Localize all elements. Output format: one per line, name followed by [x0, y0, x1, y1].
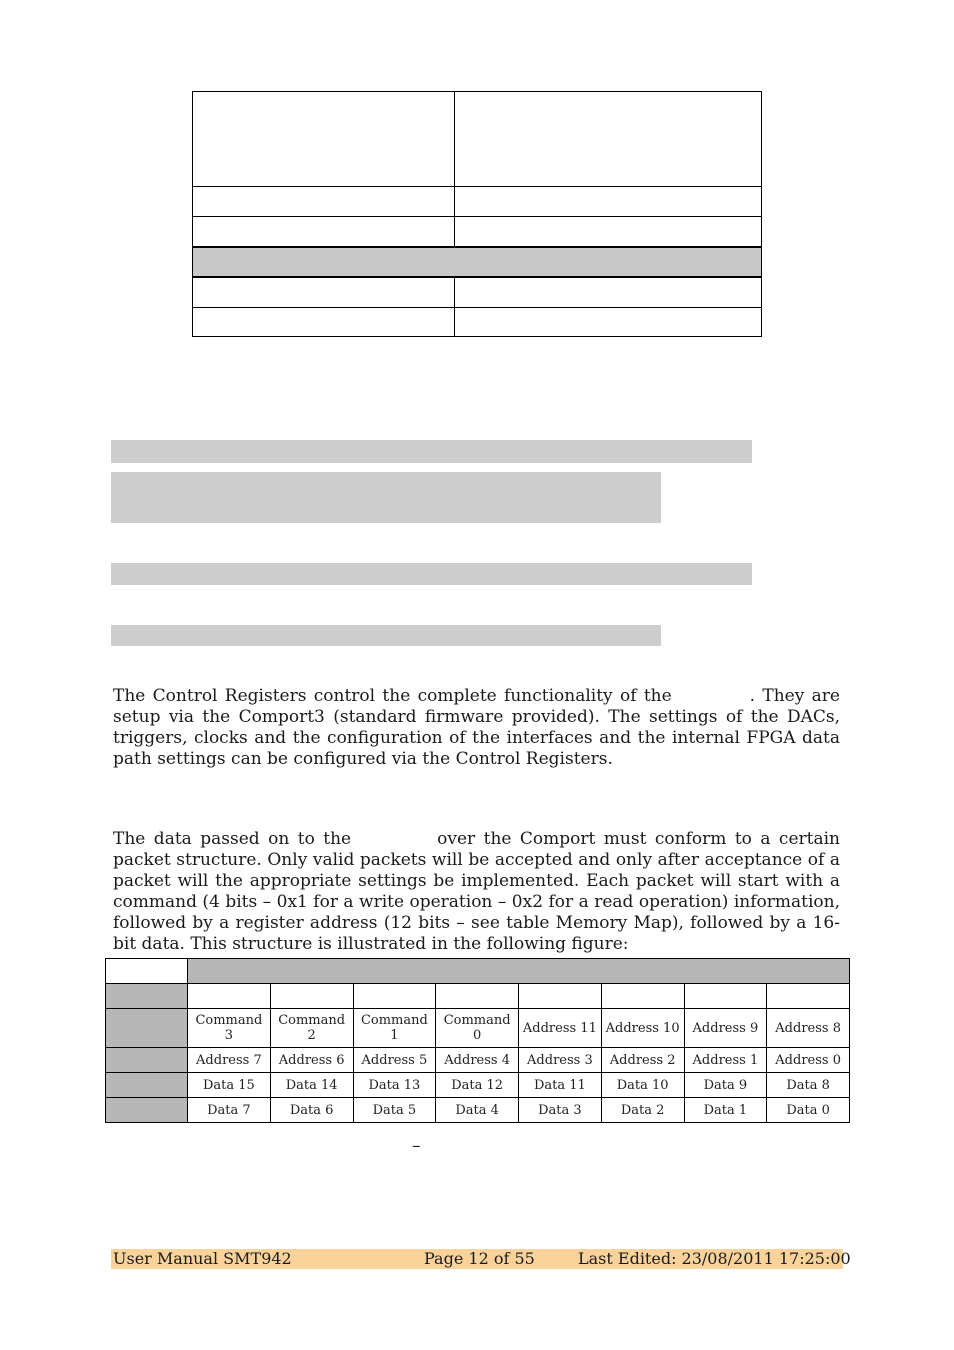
bit-cell: Data 7 — [188, 1098, 271, 1123]
heading-bar — [111, 563, 752, 585]
table-cell — [193, 92, 455, 187]
paragraph-text: over the Comport must conform to a certain packet structure. Only valid packets will be accepted and only after acceptance of a packet will the appropriate settings be implemented. Each packet will start with a command (4 bits – 0x1 for a write operation – 0x2 for a read operation) information, followed by a register address (12 bits – see table Memory Map), followed by a 16-bit data. This structure is illustrated in the following figure: — [113, 829, 840, 954]
row-label-cell — [106, 984, 188, 1009]
table-cell — [193, 307, 455, 336]
bit-cell: Address 3 — [519, 1048, 602, 1073]
bit-header-cell — [601, 984, 684, 1009]
bit-cell: Command 2 — [270, 1009, 353, 1048]
bit-cell: Data 14 — [270, 1073, 353, 1098]
bit-cell: Data 9 — [684, 1073, 767, 1098]
table-cell — [193, 277, 455, 307]
table-cell — [455, 92, 762, 187]
bit-cell: Data 12 — [436, 1073, 519, 1098]
paragraph-text: The data passed on to the — [113, 829, 352, 849]
bit-cell: Data 8 — [767, 1073, 850, 1098]
top-table — [192, 91, 762, 337]
footer-last-edited: Last Edited: 23/08/2011 17:25:00 — [578, 1249, 851, 1268]
bit-cell: Data 1 — [684, 1098, 767, 1123]
bit-cell: Data 5 — [353, 1098, 436, 1123]
table-cell — [455, 186, 762, 216]
bit-cell: Data 4 — [436, 1098, 519, 1123]
packet-structure-paragraph — [113, 829, 840, 955]
bit-header-cell — [767, 984, 850, 1009]
footer-title: User Manual SMT942 — [113, 1249, 292, 1268]
paragraph-text: The Control Registers control the complete functionality of the — [113, 686, 672, 706]
bit-cell: Data 11 — [519, 1073, 602, 1098]
row-label-cell — [106, 1073, 188, 1098]
bit-cell: Data 0 — [767, 1098, 850, 1123]
bit-cell: Data 15 — [188, 1073, 271, 1098]
table-cell — [455, 217, 762, 248]
bit-header-cell — [519, 984, 602, 1009]
table-group-row — [193, 247, 762, 277]
bit-cell: Command 1 — [353, 1009, 436, 1048]
bit-cell: Address 2 — [601, 1048, 684, 1073]
bit-cell: Address 10 — [601, 1009, 684, 1048]
bit-cell: Command 3 — [188, 1009, 271, 1048]
bit-cell: Address 9 — [684, 1009, 767, 1048]
heading-bar — [111, 625, 661, 646]
bit-cell: Data 2 — [601, 1098, 684, 1123]
bit-cell: Address 1 — [684, 1048, 767, 1073]
bit-cell: Address 6 — [270, 1048, 353, 1073]
packet-structure-table — [105, 958, 850, 1123]
bit-cell: Data 6 — [270, 1098, 353, 1123]
bit-cell: Data 10 — [601, 1073, 684, 1098]
table-cell — [193, 186, 455, 216]
footer-page-number: Page 12 of 55 — [424, 1249, 535, 1268]
bit-cell: Data 3 — [519, 1098, 602, 1123]
bit-cell: Address 0 — [767, 1048, 850, 1073]
row-label-cell — [106, 1098, 188, 1123]
heading-bar — [111, 440, 752, 463]
table-corner-cell — [106, 959, 188, 984]
bit-header-cell — [436, 984, 519, 1009]
page-footer — [111, 1249, 851, 1269]
paragraph-text: . They are setup via the Comport3 (standard firmware provided). The settings of the DACs, triggers, clocks and the configuration of the interfaces and the internal FPGA data path settings can be configured via the Control Registers. — [113, 686, 840, 769]
heading-bar — [111, 472, 661, 523]
figure-caption-dash: – — [412, 1136, 421, 1156]
bit-header-cell — [270, 984, 353, 1009]
row-label-cell — [106, 1048, 188, 1073]
bit-header-cell — [353, 984, 436, 1009]
table-cell — [193, 217, 455, 248]
bit-header-cell — [188, 984, 271, 1009]
table-cell — [455, 277, 762, 307]
bit-cell: Address 4 — [436, 1048, 519, 1073]
row-label-cell — [106, 1009, 188, 1048]
bit-header-cell — [684, 984, 767, 1009]
bit-cell: Address 7 — [188, 1048, 271, 1073]
control-registers-paragraph — [113, 686, 840, 770]
bit-cell: Address 5 — [353, 1048, 436, 1073]
table-cell — [455, 307, 762, 336]
table-header-bar — [188, 959, 850, 984]
bit-cell: Address 11 — [519, 1009, 602, 1048]
bit-cell: Data 13 — [353, 1073, 436, 1098]
bit-cell: Command 0 — [436, 1009, 519, 1048]
bit-cell: Address 8 — [767, 1009, 850, 1048]
